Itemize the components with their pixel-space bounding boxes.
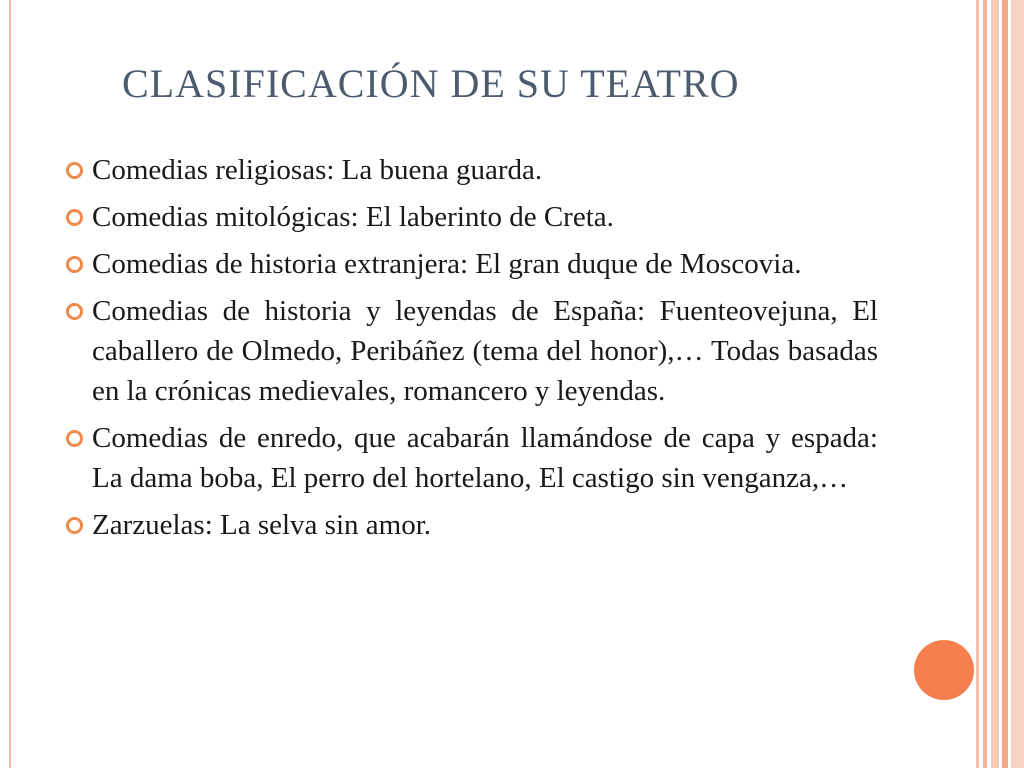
bullet-item [66, 244, 878, 284]
right-stripe [1011, 0, 1024, 768]
slide-title: CLASIFICACIÓN DE SU TEATRO [122, 61, 740, 106]
bullet-text: Comedias de historia extranjera: El gran duque de Moscovia. [92, 248, 802, 280]
bullet-item [66, 150, 878, 190]
bullet-item [66, 197, 878, 237]
decorative-circle [914, 640, 974, 700]
right-stripe [976, 0, 979, 768]
bullet-text: Comedias religiosas: La buena guarda. [92, 154, 543, 186]
bullet-text: Comedias de enredo, que acabarán llamándose de capa y espada: La dama boba, El perro del hortelano, El castigo sin venganza,… [92, 422, 878, 494]
right-stripe [991, 0, 999, 768]
bullet-text: Zarzuelas: La selva sin amor. [92, 509, 432, 541]
bullet-text: Comedias mitológicas: El laberinto de Creta. [92, 201, 614, 233]
bullet-ring-icon [66, 256, 83, 273]
bullet-ring-icon [66, 209, 83, 226]
bullet-ring-icon [66, 517, 83, 534]
bullet-text: Comedias de historia y leyendas de España: Fuenteovejuna, El caballero de Olmedo, Peribáñez (tema del honor),… Todas basadas en la crónicas medievales, romancero y leyendas. [92, 295, 878, 407]
bullet-item [66, 291, 878, 411]
bullet-list [66, 150, 878, 552]
bullet-ring-icon [66, 430, 83, 447]
left-accent-line [9, 0, 11, 768]
bullet-item [66, 505, 878, 545]
right-stripe [983, 0, 987, 768]
bullet-ring-icon [66, 162, 83, 179]
bullet-item [66, 418, 878, 498]
right-stripe [1002, 0, 1008, 768]
bullet-ring-icon [66, 303, 83, 320]
